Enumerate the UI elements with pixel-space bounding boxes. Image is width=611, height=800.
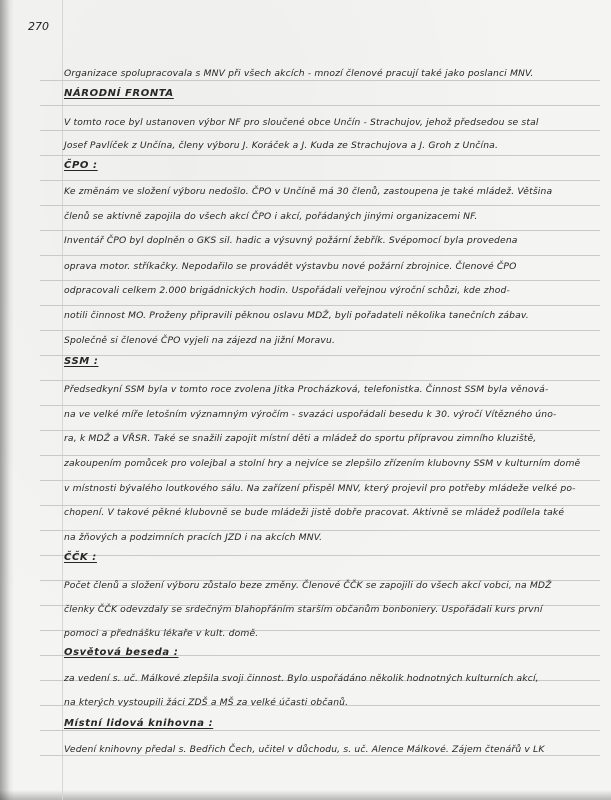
section-heading-ssm: SSM : [64, 356, 99, 367]
ruled-line [40, 755, 600, 756]
text-line: pomoci a přednášku lékaře v kult. domě. [64, 628, 259, 639]
ruled-line [40, 380, 600, 381]
text-line: Společně si členové ČPO vyjeli na zájezd na jižní Moravu. [64, 335, 336, 346]
text-line: oprava motor. stříkačky. Nepodařilo se provádět výstavbu nové požární zbrojnice. Členové ČPO [64, 261, 517, 272]
text-line: Předsedkyní SSM byla v tomto roce zvolena Jitka Procházková, telefonistka. Činnost SSM byla věnová- [64, 384, 549, 395]
text-line: Vedení knihovny předal s. Bedřich Čech, učitel v důchodu, s. uč. Alence Málkové. Zájem čtenářů v LK [64, 744, 545, 755]
section-heading-cck: ČČK : [64, 552, 97, 563]
ruled-line [40, 480, 600, 481]
text-line: za vedení s. uč. Málkové zlepšila svoji činnost. Bylo uspořádáno několik hodnotných kulturních akcí, [64, 673, 539, 684]
ruled-line [40, 80, 600, 81]
section-heading-osvetova-beseda: Osvětová beseda : [64, 647, 179, 658]
ruled-line [40, 180, 600, 181]
text-line: chopení. V takové pěkné klubovně se bude mládeži jistě dobře pracovat. Aktivně se mládež podílela také [64, 507, 565, 518]
scan-bottom-shadow [0, 790, 611, 800]
ruled-line [40, 330, 600, 331]
ruled-line [40, 205, 600, 206]
ruled-line [40, 155, 600, 156]
ruled-line [40, 355, 600, 356]
ruled-line [40, 405, 600, 406]
text-line: Organizace spolupracovala s MNV při všech akcích - mnozí členové pracují také jako poslanci MNV. [64, 68, 534, 79]
ruled-line [40, 105, 600, 106]
ruled-line [40, 280, 600, 281]
text-line: Josef Pavlíček z Unčína, členy výboru J. Koráček a J. Kuda ze Strachujova a J. Groh z Unčína. [64, 140, 499, 151]
ruled-line [40, 255, 600, 256]
section-heading-narodni-fronta: NÁRODNÍ FRONTA [64, 88, 174, 99]
ruled-line [40, 130, 600, 131]
text-line: členky ČČK odevzdaly se srdečným blahopřáním starším občanům bonboniery. Uspořádali kurs první [64, 604, 543, 615]
text-line: zakoupením pomůcek pro volejbal a stolní hry a nejvíce se zlepšilo zřízením klubovny SSM v kulturním domě [64, 458, 581, 469]
ruled-line [40, 305, 600, 306]
ruled-line [40, 430, 600, 431]
ruled-line [40, 555, 600, 556]
text-line: v místnosti bývalého loutkového sálu. Na zařízení přispěl MNV, který projevil pro potřeby mládeže velké po- [64, 483, 576, 494]
ruled-line [40, 505, 600, 506]
page-number: 270 [28, 20, 49, 33]
text-line: ra, k MDŽ a VŘSR. Také se snažili zapojit místní děti a mládež do sportu přípravou zimního kluziště, [64, 433, 537, 444]
scan-edge-shadow [0, 0, 14, 800]
text-line: V tomto roce byl ustanoven výbor NF pro sloučené obce Unčín - Strachujov, jehož předsedou se stal [64, 117, 539, 128]
text-line: členů se aktivně zapojila do všech akcí ČPO i akcí, pořádaných jinými organizacemi NF. [64, 211, 478, 222]
ruled-line [40, 230, 600, 231]
text-line: odpracovali celkem 2.000 brigádnických hodin. Uspořádali veřejnou výroční schůzi, kde zhod- [64, 285, 510, 296]
text-line: Počet členů a složení výboru zůstalo beze změny. Členové ČČK se zapojili do všech akcí vobci, na MDŽ [64, 580, 552, 591]
text-line: na ve velké míře letošním významným výročím - svazáci uspořádali besedu k 30. výročí Vítězného úno- [64, 409, 557, 420]
ruled-line [40, 455, 600, 456]
ruled-line [40, 530, 600, 531]
text-line: notili činnost MO. Proženy připravili pěknou oslavu MDŽ, byli pořadateli několika tanečních zábav. [64, 310, 529, 321]
text-line: na kterých vystoupili žáci ZDŠ a MŠ za velké účasti občanů. [64, 697, 349, 708]
text-line: Ke změnám ve složení výboru nedošlo. ČPO v Unčíně má 30 členů, zastoupena je také mládež. Většina [64, 186, 553, 197]
text-line: na žňových a podzimních pracích JZD i na akcích MNV. [64, 532, 323, 543]
section-heading-cpo: ČPO : [64, 160, 98, 171]
section-heading-mistni-lidova-knihovna: Místní lidová knihovna : [64, 718, 214, 729]
text-line: Inventář ČPO byl doplněn o GKS sil. hadic a výsuvný požární žebřík. Svépomocí byla provedena [64, 235, 518, 246]
ruled-line [40, 730, 600, 731]
